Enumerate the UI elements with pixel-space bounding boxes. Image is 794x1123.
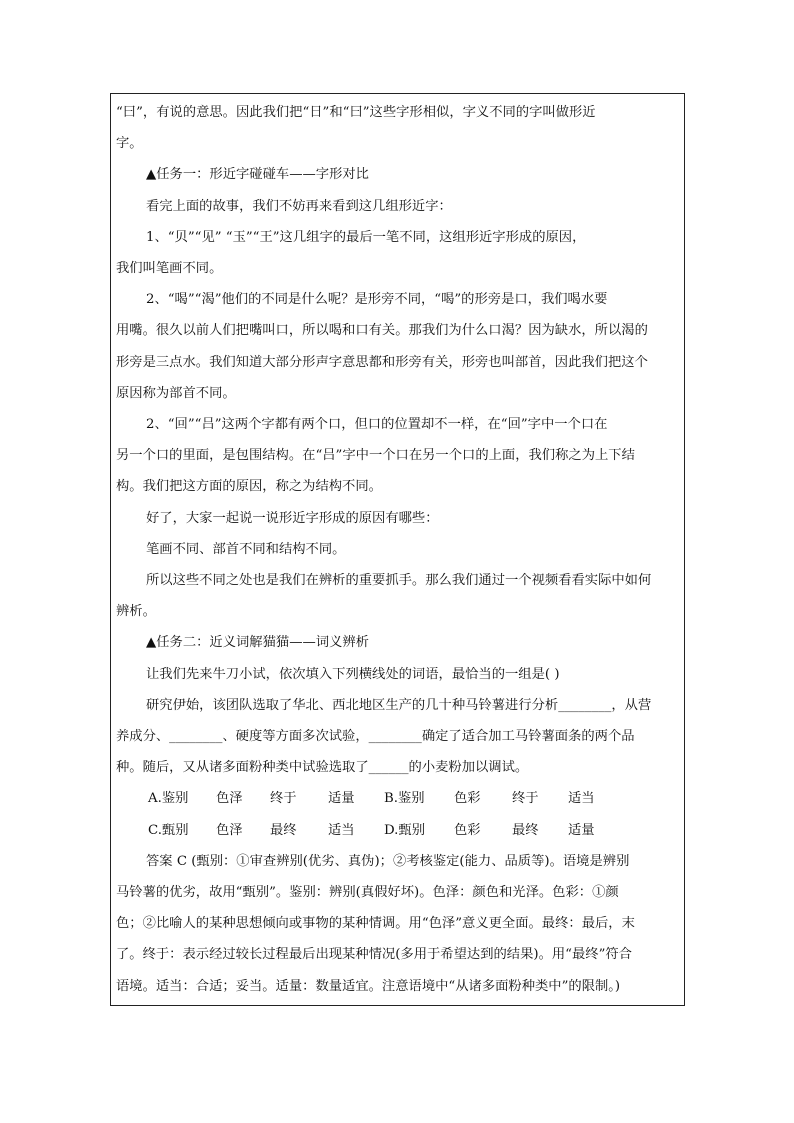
option-cell: 色彩: [454, 791, 481, 807]
option-cell: 终于: [512, 791, 539, 807]
paragraph: [116, 565, 680, 627]
text-line: 所以这些不同之处也是我们在辨析的重要抓手。那么我们通过一个视频看看实际中如何: [146, 573, 652, 589]
text-line: ▲任务一：形近字碰碰车——字形对比: [146, 167, 369, 183]
text-line: 马铃薯的优劣，故用“甄别”。鉴别：辨别(真假好坏)。色泽：颜色和光泽。色彩：①颜: [116, 885, 619, 901]
paragraph: [116, 659, 680, 690]
paragraph: [116, 534, 680, 565]
text-line: 用嘴。很久以前人们把嘴叫口，所以喝和口有关。那我们为什么口渴？因为缺水，所以渴的: [116, 323, 648, 339]
document-body: [116, 97, 680, 1002]
paragraph: [116, 159, 680, 190]
paragraph: [116, 690, 680, 784]
option-cell: 适量: [568, 822, 595, 838]
option-cell: A.鉴别: [148, 791, 189, 807]
option-cell: B.鉴别: [384, 791, 425, 807]
answer-explanation: [116, 846, 680, 1002]
text-line: ▲任务二：近义词解猫猫——词义辨析: [146, 635, 369, 651]
text-line: 看完上面的故事，我们不妨再来看到这几组形近字：: [146, 198, 452, 214]
paragraph: [116, 222, 680, 284]
text-line: 2、“回”“吕”这两个字都有两个口，但口的位置却不一样，在“回”字中一个口在: [146, 417, 608, 433]
text-line: 另一个口的里面，是包围结构。在“吕”字中一个口在另一个口的上面，我们称之为上下结: [116, 448, 635, 464]
text-line: 让我们先来牛刀小试，依次填入下列横线处的词语，最恰当的一组是( ): [146, 666, 560, 682]
text-line: 2、“喝”“渴”他们的不同是什么呢？是形旁不同，“喝”的形旁是口，我们喝水要: [146, 292, 608, 308]
text-line: 好了，大家一起说一说形近字形成的原因有哪些：: [146, 510, 439, 526]
paragraph: [116, 503, 680, 534]
paragraph: [116, 284, 680, 409]
option-cell: 终于: [270, 791, 297, 807]
text-line: 1、“贝”“见” “玉”“王”这几组字的最后一笔不同，这组形近字形成的原因，: [146, 229, 586, 245]
text-line: 形旁是三点水。我们知道大部分形声字意思都和形旁有关，形旁也叫部首，因此我们把这个: [116, 354, 648, 370]
paragraph: [116, 627, 680, 658]
paragraph: [116, 409, 680, 503]
text-line: 构。我们把这方面的原因，称之为结构不同。: [116, 479, 382, 495]
paragraph: [116, 97, 680, 159]
text-line: 我们叫笔画不同。: [116, 261, 223, 277]
text-line: 色；②比喻人的某种思想倾向或事物的某种情调。用“色泽”意义更全面。最终：最后，末: [116, 916, 635, 932]
text-line: “曰”，有说的意思。因此我们把“日”和“曰”这些字形相似，字义不同的字叫做形近: [116, 105, 596, 120]
option-cell: 色泽: [216, 822, 243, 838]
text-line: 辨析。: [116, 604, 156, 620]
text-line: 了。终于：表示经过较长过程最后出现某种情况(多用于希望达到的结果)。用“最终”符合: [116, 947, 632, 963]
text-line: 字。: [116, 136, 143, 152]
option-cell: 适量: [328, 791, 355, 807]
option-cell: 色泽: [216, 791, 243, 807]
text-line: 养成分、________、硬度等方面多次试验，________确定了适合加工马铃薯面条的两个品: [116, 729, 635, 745]
option-cell: 最终: [270, 822, 297, 838]
option-cell: C.甄别: [148, 822, 189, 838]
text-line: 原因称为部首不同。: [116, 385, 236, 401]
text-line: 种。随后，又从诸多面粉种类中试验选取了______的小麦粉加以调试。: [116, 760, 529, 776]
option-cell: 适当: [328, 822, 355, 838]
option-cell: 最终: [512, 822, 539, 838]
answer-option-row: [116, 815, 680, 846]
text-line: 研究伊始，该团队选取了华北、西北地区生产的几十种马铃薯进行分析________，从营: [146, 697, 652, 713]
paragraph: [116, 191, 680, 222]
text-line: 答案 C (甄别：①审查辨别(优劣、真伪)；②考核鉴定(能力、品质等)。语境是辨别: [146, 853, 630, 869]
option-cell: D.甄别: [384, 822, 426, 838]
text-line: 笔画不同、部首不同和结构不同。: [146, 541, 346, 557]
text-line: 语境。适当：合适；妥当。适量：数量适宜。注意语境中“从诸多面粉种类中”的限制。): [116, 978, 621, 994]
option-cell: 适当: [568, 791, 595, 807]
option-cell: 色彩: [454, 822, 481, 838]
answer-option-row: [116, 783, 680, 814]
